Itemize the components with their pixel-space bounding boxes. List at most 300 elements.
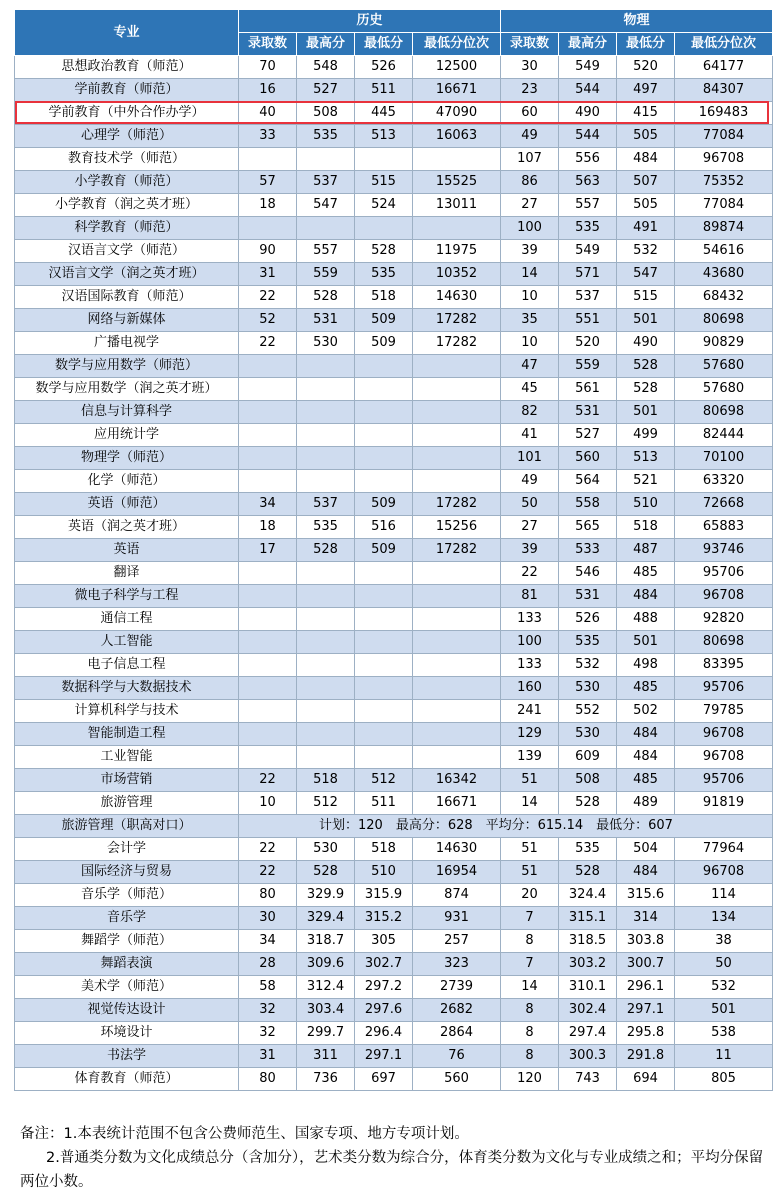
value-cell: 14 xyxy=(501,976,559,999)
value-cell xyxy=(413,723,501,746)
value-cell: 72668 xyxy=(675,493,773,516)
value-cell xyxy=(413,424,501,447)
table-row xyxy=(15,217,773,240)
value-cell xyxy=(355,677,413,700)
major-cell: 会计学 xyxy=(15,838,239,861)
value-cell xyxy=(355,401,413,424)
major-cell: 数学与应用数学（师范） xyxy=(15,355,239,378)
value-cell: 80 xyxy=(239,884,297,907)
value-cell: 2739 xyxy=(413,976,501,999)
value-cell xyxy=(297,424,355,447)
value-cell: 7 xyxy=(501,907,559,930)
value-cell: 521 xyxy=(617,470,675,493)
value-cell: 528 xyxy=(297,861,355,884)
table-row xyxy=(15,194,773,217)
value-cell: 538 xyxy=(675,1022,773,1045)
major-cell: 学前教育（中外合作办学） xyxy=(15,102,239,125)
table-row xyxy=(15,102,773,125)
value-cell: 520 xyxy=(617,56,675,79)
value-cell xyxy=(413,562,501,585)
value-cell: 297.4 xyxy=(559,1022,617,1045)
column-header: 最低分 xyxy=(617,33,675,56)
major-cell: 旅游管理（职高对口） xyxy=(15,815,239,838)
column-header: 录取数 xyxy=(501,33,559,56)
value-cell: 497 xyxy=(617,79,675,102)
value-cell: 96708 xyxy=(675,746,773,769)
value-cell: 565 xyxy=(559,516,617,539)
value-cell: 60 xyxy=(501,102,559,125)
value-cell: 57680 xyxy=(675,355,773,378)
value-cell: 537 xyxy=(297,493,355,516)
value-cell xyxy=(355,470,413,493)
value-cell: 609 xyxy=(559,746,617,769)
value-cell: 571 xyxy=(559,263,617,286)
value-cell: 96708 xyxy=(675,723,773,746)
major-cell: 体育教育（师范） xyxy=(15,1068,239,1091)
value-cell: 518 xyxy=(355,838,413,861)
value-cell: 694 xyxy=(617,1068,675,1091)
admission-table xyxy=(14,9,773,1091)
value-cell: 10 xyxy=(239,792,297,815)
value-cell xyxy=(297,562,355,585)
value-cell: 535 xyxy=(297,516,355,539)
value-cell: 257 xyxy=(413,930,501,953)
value-cell: 68432 xyxy=(675,286,773,309)
table-row xyxy=(15,838,773,861)
value-cell: 300.3 xyxy=(559,1045,617,1068)
major-cell: 计算机科学与技术 xyxy=(15,700,239,723)
value-cell xyxy=(355,631,413,654)
value-cell: 299.7 xyxy=(297,1022,355,1045)
value-cell: 549 xyxy=(559,56,617,79)
value-cell: 28 xyxy=(239,953,297,976)
value-cell: 527 xyxy=(559,424,617,447)
value-cell: 488 xyxy=(617,608,675,631)
table-row xyxy=(15,769,773,792)
value-cell: 535 xyxy=(355,263,413,286)
value-cell: 504 xyxy=(617,838,675,861)
major-header: 专业 xyxy=(15,10,239,56)
value-cell xyxy=(413,378,501,401)
value-cell xyxy=(239,700,297,723)
value-cell: 546 xyxy=(559,562,617,585)
major-cell: 英语（润之英才班） xyxy=(15,516,239,539)
value-cell xyxy=(297,470,355,493)
table-row xyxy=(15,171,773,194)
value-cell: 96708 xyxy=(675,861,773,884)
column-header: 最高分 xyxy=(559,33,617,56)
table-row xyxy=(15,1068,773,1091)
admission-table-wrapper xyxy=(14,9,772,1091)
value-cell: 133 xyxy=(501,654,559,677)
major-cell: 微电子科学与工程 xyxy=(15,585,239,608)
table-row xyxy=(15,861,773,884)
table-row xyxy=(15,447,773,470)
table-row xyxy=(15,585,773,608)
value-cell: 520 xyxy=(559,332,617,355)
table-row xyxy=(15,286,773,309)
value-cell: 297.6 xyxy=(355,999,413,1022)
value-cell: 43680 xyxy=(675,263,773,286)
column-header: 录取数 xyxy=(239,33,297,56)
value-cell xyxy=(355,562,413,585)
value-cell: 13011 xyxy=(413,194,501,217)
value-cell: 300.7 xyxy=(617,953,675,976)
value-cell: 295.8 xyxy=(617,1022,675,1045)
major-cell: 化学（师范） xyxy=(15,470,239,493)
value-cell xyxy=(413,447,501,470)
column-header: 最低分位次 xyxy=(413,33,501,56)
table-row xyxy=(15,493,773,516)
value-cell: 120 xyxy=(501,1068,559,1091)
value-cell: 90829 xyxy=(675,332,773,355)
value-cell: 535 xyxy=(559,217,617,240)
major-cell: 小学教育（师范） xyxy=(15,171,239,194)
value-cell: 498 xyxy=(617,654,675,677)
value-cell xyxy=(297,746,355,769)
value-cell: 303.8 xyxy=(617,930,675,953)
table-row xyxy=(15,907,773,930)
value-cell: 8 xyxy=(501,930,559,953)
value-cell xyxy=(297,148,355,171)
value-cell: 509 xyxy=(355,493,413,516)
value-cell: 139 xyxy=(501,746,559,769)
value-cell: 47090 xyxy=(413,102,501,125)
value-cell: 38 xyxy=(675,930,773,953)
table-row xyxy=(15,999,773,1022)
value-cell: 513 xyxy=(617,447,675,470)
value-cell: 96708 xyxy=(675,148,773,171)
value-cell: 47 xyxy=(501,355,559,378)
value-cell: 509 xyxy=(355,332,413,355)
value-cell: 530 xyxy=(559,677,617,700)
table-row xyxy=(15,240,773,263)
value-cell: 329.9 xyxy=(297,884,355,907)
value-cell xyxy=(413,401,501,424)
merged-summary-cell: 计划：120 最高分：628 平均分：615.14 最低分：607 xyxy=(239,815,773,838)
value-cell xyxy=(355,378,413,401)
value-cell: 100 xyxy=(501,217,559,240)
value-cell: 22 xyxy=(239,838,297,861)
value-cell: 22 xyxy=(239,332,297,355)
value-cell xyxy=(355,585,413,608)
value-cell: 14 xyxy=(501,263,559,286)
value-cell xyxy=(355,700,413,723)
value-cell: 80698 xyxy=(675,401,773,424)
value-cell: 10 xyxy=(501,286,559,309)
value-cell xyxy=(355,424,413,447)
value-cell xyxy=(239,447,297,470)
table-row xyxy=(15,792,773,815)
value-cell: 530 xyxy=(559,723,617,746)
value-cell: 516 xyxy=(355,516,413,539)
value-cell: 490 xyxy=(617,332,675,355)
table-row xyxy=(15,953,773,976)
value-cell: 11 xyxy=(675,1045,773,1068)
value-cell xyxy=(355,723,413,746)
value-cell: 329.4 xyxy=(297,907,355,930)
value-cell: 547 xyxy=(297,194,355,217)
value-cell xyxy=(239,677,297,700)
value-cell: 314 xyxy=(617,907,675,930)
value-cell: 20 xyxy=(501,884,559,907)
major-cell: 教育技术学（师范） xyxy=(15,148,239,171)
value-cell: 64177 xyxy=(675,56,773,79)
major-cell: 应用统计学 xyxy=(15,424,239,447)
value-cell xyxy=(239,746,297,769)
table-row xyxy=(15,976,773,999)
value-cell: 86 xyxy=(501,171,559,194)
value-cell: 22 xyxy=(501,562,559,585)
value-cell: 32 xyxy=(239,999,297,1022)
value-cell: 556 xyxy=(559,148,617,171)
value-cell: 31 xyxy=(239,1045,297,1068)
table-row xyxy=(15,79,773,102)
value-cell xyxy=(413,585,501,608)
value-cell: 302.7 xyxy=(355,953,413,976)
value-cell: 75352 xyxy=(675,171,773,194)
major-cell: 英语（师范） xyxy=(15,493,239,516)
value-cell xyxy=(239,217,297,240)
value-cell: 114 xyxy=(675,884,773,907)
value-cell: 532 xyxy=(559,654,617,677)
value-cell: 8 xyxy=(501,1022,559,1045)
value-cell: 557 xyxy=(297,240,355,263)
value-cell: 54616 xyxy=(675,240,773,263)
value-cell: 7 xyxy=(501,953,559,976)
value-cell: 134 xyxy=(675,907,773,930)
major-cell: 物理学（师范） xyxy=(15,447,239,470)
major-cell: 舞蹈表演 xyxy=(15,953,239,976)
value-cell: 303.2 xyxy=(559,953,617,976)
value-cell: 77084 xyxy=(675,125,773,148)
value-cell: 312.4 xyxy=(297,976,355,999)
value-cell: 527 xyxy=(297,79,355,102)
value-cell xyxy=(239,355,297,378)
major-cell: 视觉传达设计 xyxy=(15,999,239,1022)
value-cell: 35 xyxy=(501,309,559,332)
value-cell: 528 xyxy=(297,286,355,309)
value-cell: 18 xyxy=(239,516,297,539)
value-cell: 14630 xyxy=(413,838,501,861)
value-cell: 16671 xyxy=(413,79,501,102)
value-cell xyxy=(413,677,501,700)
major-cell: 旅游管理 xyxy=(15,792,239,815)
value-cell: 89874 xyxy=(675,217,773,240)
value-cell: 16954 xyxy=(413,861,501,884)
value-cell: 315.6 xyxy=(617,884,675,907)
value-cell: 526 xyxy=(559,608,617,631)
table-row xyxy=(15,125,773,148)
value-cell: 547 xyxy=(617,263,675,286)
value-cell: 518 xyxy=(355,286,413,309)
value-cell xyxy=(297,447,355,470)
value-cell: 27 xyxy=(501,194,559,217)
value-cell: 528 xyxy=(355,240,413,263)
value-cell: 2682 xyxy=(413,999,501,1022)
value-cell: 93746 xyxy=(675,539,773,562)
value-cell xyxy=(239,401,297,424)
value-cell: 52 xyxy=(239,309,297,332)
value-cell: 526 xyxy=(355,56,413,79)
value-cell: 531 xyxy=(559,585,617,608)
value-cell: 50 xyxy=(675,953,773,976)
value-cell: 302.4 xyxy=(559,999,617,1022)
value-cell: 537 xyxy=(559,286,617,309)
value-cell: 14630 xyxy=(413,286,501,309)
value-cell xyxy=(239,631,297,654)
value-cell: 535 xyxy=(297,125,355,148)
value-cell: 530 xyxy=(297,332,355,355)
value-cell: 510 xyxy=(355,861,413,884)
value-cell: 82 xyxy=(501,401,559,424)
value-cell: 563 xyxy=(559,171,617,194)
table-row xyxy=(15,677,773,700)
major-cell: 电子信息工程 xyxy=(15,654,239,677)
table-row xyxy=(15,56,773,79)
value-cell: 445 xyxy=(355,102,413,125)
value-cell: 559 xyxy=(559,355,617,378)
value-cell xyxy=(297,677,355,700)
value-cell xyxy=(239,723,297,746)
value-cell xyxy=(239,654,297,677)
major-cell: 汉语言文学（润之英才班） xyxy=(15,263,239,286)
value-cell: 101 xyxy=(501,447,559,470)
value-cell: 77084 xyxy=(675,194,773,217)
value-cell: 79785 xyxy=(675,700,773,723)
value-cell: 17 xyxy=(239,539,297,562)
value-cell: 82444 xyxy=(675,424,773,447)
table-row xyxy=(15,930,773,953)
value-cell: 489 xyxy=(617,792,675,815)
major-cell: 数学与应用数学（润之英才班） xyxy=(15,378,239,401)
value-cell: 487 xyxy=(617,539,675,562)
table-row xyxy=(15,424,773,447)
value-cell xyxy=(413,700,501,723)
value-cell xyxy=(413,608,501,631)
value-cell: 80 xyxy=(239,1068,297,1091)
value-cell: 323 xyxy=(413,953,501,976)
value-cell: 58 xyxy=(239,976,297,999)
value-cell: 65883 xyxy=(675,516,773,539)
value-cell xyxy=(297,654,355,677)
value-cell xyxy=(413,746,501,769)
value-cell: 10352 xyxy=(413,263,501,286)
column-header: 最低分 xyxy=(355,33,413,56)
value-cell: 2864 xyxy=(413,1022,501,1045)
value-cell: 528 xyxy=(559,861,617,884)
value-cell: 931 xyxy=(413,907,501,930)
value-cell: 297.2 xyxy=(355,976,413,999)
value-cell: 315.1 xyxy=(559,907,617,930)
value-cell: 16671 xyxy=(413,792,501,815)
value-cell: 537 xyxy=(297,171,355,194)
table-row xyxy=(15,562,773,585)
value-cell xyxy=(355,217,413,240)
value-cell: 528 xyxy=(617,355,675,378)
value-cell: 80698 xyxy=(675,309,773,332)
major-cell: 学前教育（师范） xyxy=(15,79,239,102)
value-cell: 535 xyxy=(559,838,617,861)
value-cell: 80698 xyxy=(675,631,773,654)
value-cell: 518 xyxy=(617,516,675,539)
major-cell: 人工智能 xyxy=(15,631,239,654)
value-cell xyxy=(355,654,413,677)
value-cell: 530 xyxy=(297,838,355,861)
value-cell: 291.8 xyxy=(617,1045,675,1068)
value-cell: 544 xyxy=(559,79,617,102)
value-cell: 508 xyxy=(559,769,617,792)
value-cell: 17282 xyxy=(413,493,501,516)
value-cell: 303.4 xyxy=(297,999,355,1022)
major-cell: 舞蹈学（师范） xyxy=(15,930,239,953)
value-cell: 296.1 xyxy=(617,976,675,999)
value-cell xyxy=(239,608,297,631)
value-cell: 560 xyxy=(559,447,617,470)
value-cell: 70 xyxy=(239,56,297,79)
value-cell: 45 xyxy=(501,378,559,401)
value-cell xyxy=(297,700,355,723)
value-cell xyxy=(239,424,297,447)
value-cell: 30 xyxy=(501,56,559,79)
value-cell xyxy=(355,746,413,769)
table-row xyxy=(15,631,773,654)
value-cell: 32 xyxy=(239,1022,297,1045)
value-cell: 49 xyxy=(501,470,559,493)
table-row xyxy=(15,1045,773,1068)
value-cell: 518 xyxy=(297,769,355,792)
value-cell: 507 xyxy=(617,171,675,194)
value-cell: 535 xyxy=(559,631,617,654)
value-cell xyxy=(297,355,355,378)
value-cell: 14 xyxy=(501,792,559,815)
table-row xyxy=(15,723,773,746)
major-cell: 市场营销 xyxy=(15,769,239,792)
major-cell: 网络与新媒体 xyxy=(15,309,239,332)
value-cell: 160 xyxy=(501,677,559,700)
value-cell xyxy=(355,447,413,470)
value-cell xyxy=(239,585,297,608)
value-cell xyxy=(355,355,413,378)
value-cell: 524 xyxy=(355,194,413,217)
value-cell: 31 xyxy=(239,263,297,286)
table-body xyxy=(15,56,773,1091)
value-cell: 318.5 xyxy=(559,930,617,953)
major-cell: 广播电视学 xyxy=(15,332,239,355)
value-cell: 76 xyxy=(413,1045,501,1068)
value-cell: 736 xyxy=(297,1068,355,1091)
value-cell: 552 xyxy=(559,700,617,723)
major-cell: 英语 xyxy=(15,539,239,562)
value-cell xyxy=(297,217,355,240)
value-cell: 490 xyxy=(559,102,617,125)
value-cell: 34 xyxy=(239,930,297,953)
value-cell: 548 xyxy=(297,56,355,79)
value-cell: 51 xyxy=(501,838,559,861)
major-cell: 工业智能 xyxy=(15,746,239,769)
value-cell: 499 xyxy=(617,424,675,447)
major-cell: 书法学 xyxy=(15,1045,239,1068)
table-row xyxy=(15,378,773,401)
value-cell: 560 xyxy=(413,1068,501,1091)
value-cell xyxy=(413,217,501,240)
value-cell: 557 xyxy=(559,194,617,217)
value-cell: 84307 xyxy=(675,79,773,102)
value-cell: 309.6 xyxy=(297,953,355,976)
value-cell: 505 xyxy=(617,194,675,217)
value-cell: 63320 xyxy=(675,470,773,493)
value-cell xyxy=(297,723,355,746)
